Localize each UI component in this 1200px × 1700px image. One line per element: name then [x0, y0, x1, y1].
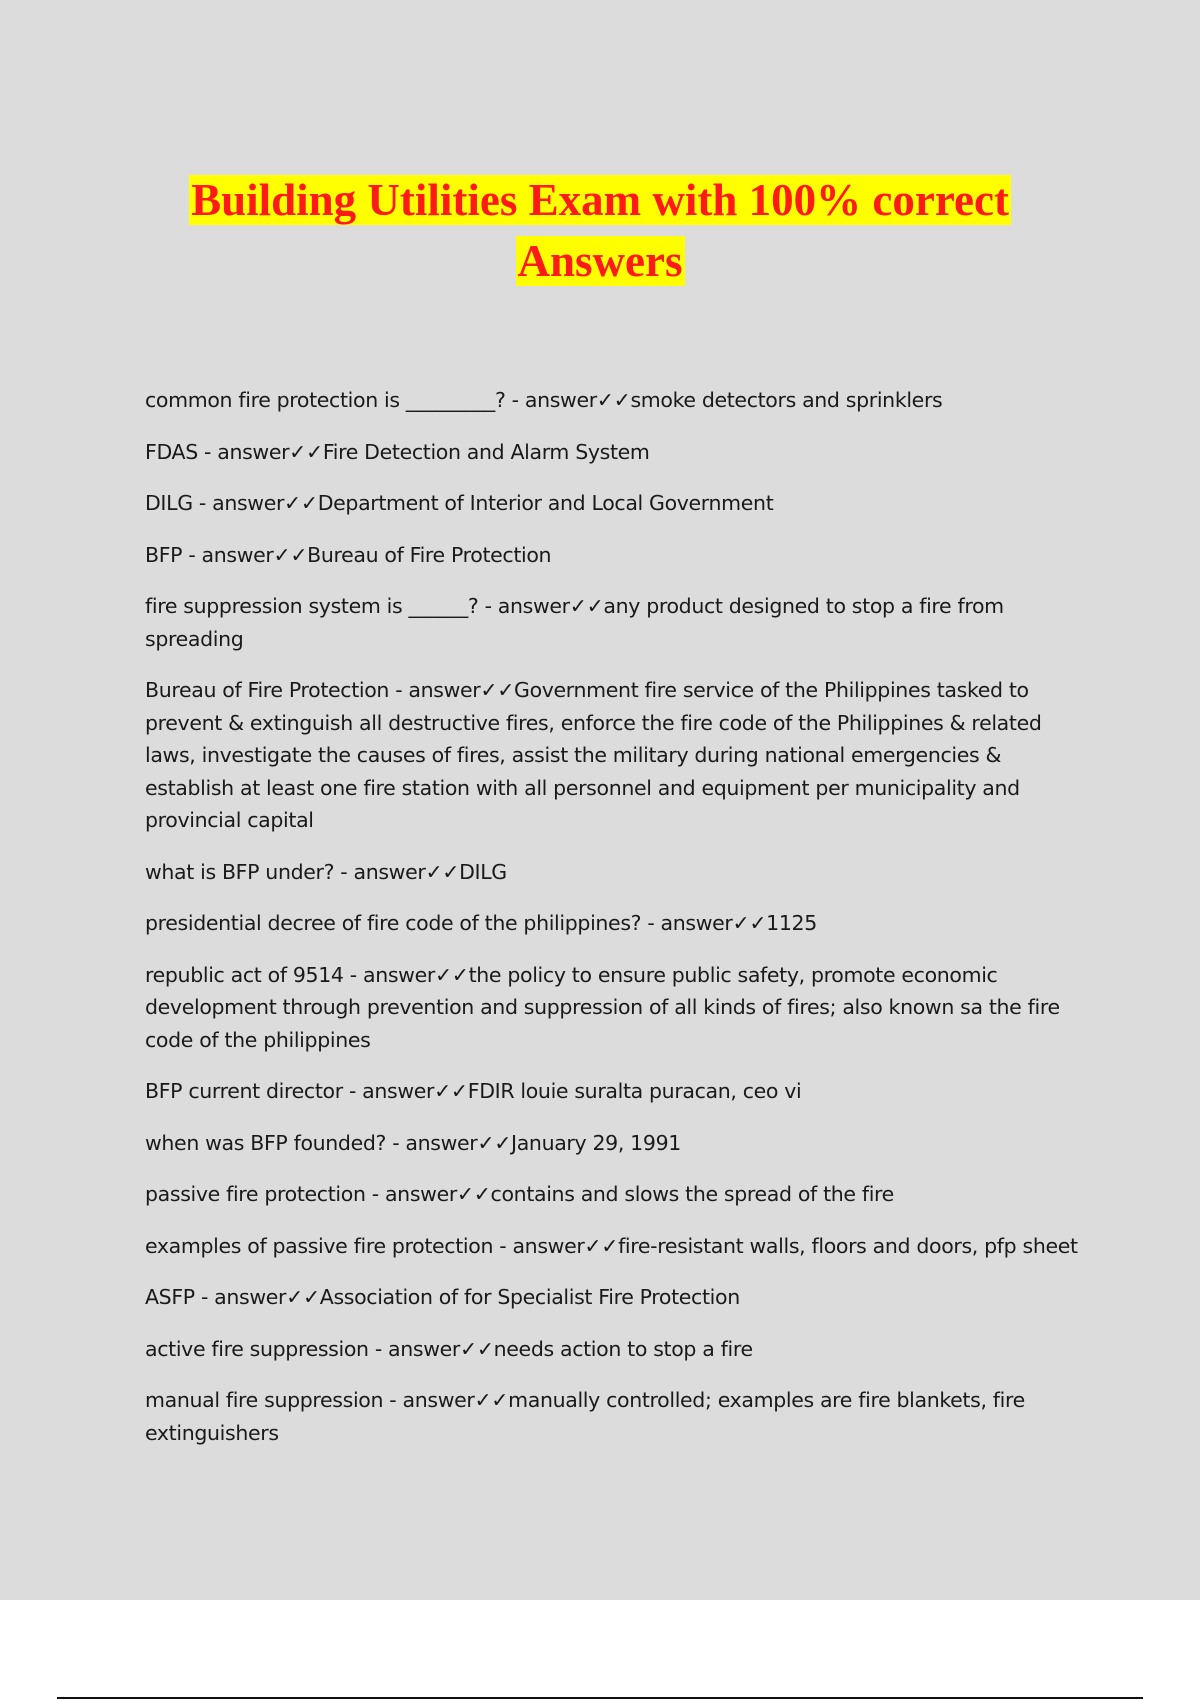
qa-entry: BFP current director - answer✓✓FDIR louie suralta puracan, ceo vi [145, 1079, 802, 1103]
qa-entry: BFP - answer✓✓Bureau of Fire Protection [145, 542, 552, 567]
qa-entry: FDAS - answer✓✓Fire Detection and Alarm System [145, 439, 650, 464]
qa-entry: active fire suppression - answer✓✓needs action to stop a fire [145, 1336, 753, 1361]
qa-entry: ASFP - answer✓✓Association of for Specialist Fire Protection [145, 1285, 740, 1309]
qa-entry: examples of passive fire protection - answer✓✓fire-resistant walls, floors and doors, pfp sheet [145, 1233, 1078, 1258]
qa-entry: fire suppression system is ______? - answer✓✓any product designed to stop a fire from spreading [145, 594, 1004, 651]
qa-entry: DILG - answer✓✓Department of Interior and Local Government [145, 491, 774, 515]
qa-entry: common fire protection is _________? - answer✓✓smoke detectors and sprinklers [145, 388, 943, 412]
title-line-2: Answers [517, 236, 683, 286]
qa-entry: passive fire protection - answer✓✓contains and slows the spread of the fire [145, 1182, 894, 1206]
qa-list [145, 384, 1085, 1468]
qa-entry: when was BFP founded? - answer✓✓January 29, 1991 [145, 1130, 681, 1155]
qa-entry: republic act of 9514 - answer✓✓the policy to ensure public safety, promote economic development through prevention and suppression of all kinds of fires; also known sa the fire code of the philippines [145, 962, 1060, 1052]
qa-entry: Bureau of Fire Protection - answer✓✓Government fire service of the Philippines tasked to prevent & extinguish all destructive fires, enforce the fire code of the Philippines & related laws, investigate the causes of fires, assist the military during national emergencies & establish at least one fire station with all personnel and equipment per municipality and provincial capital [145, 678, 1042, 832]
document-title [0, 170, 1200, 292]
footer-divider [57, 1697, 1143, 1699]
qa-entry: presidential decree of fire code of the philippines? - answer✓✓1125 [145, 911, 817, 935]
qa-entry: what is BFP under? - answer✓✓DILG [145, 859, 507, 884]
qa-entry: manual fire suppression - answer✓✓manually controlled; examples are fire blankets, fire extinguishers [145, 1388, 1025, 1445]
title-line-1: Building Utilities Exam with 100% correct [191, 175, 1009, 225]
